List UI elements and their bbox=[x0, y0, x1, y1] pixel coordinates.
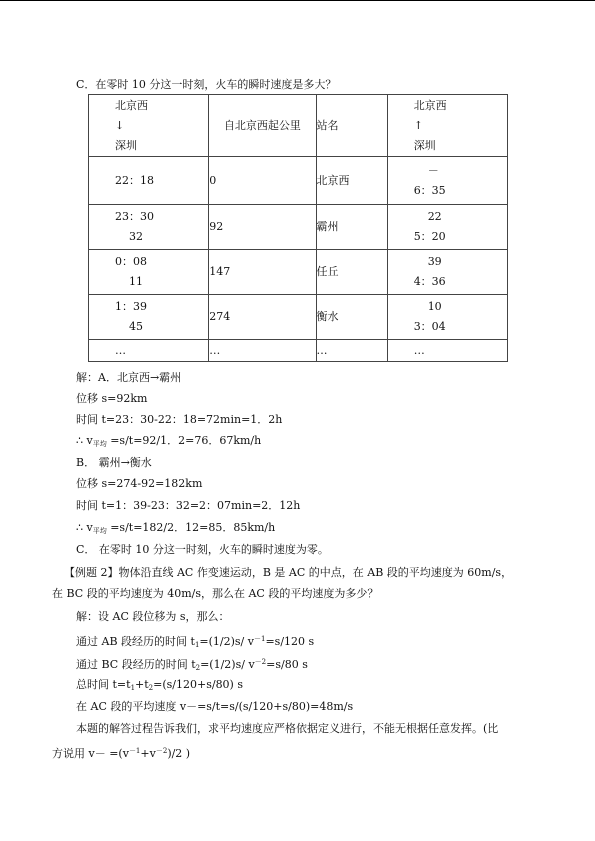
solution-c-answer: C． 在零时 10 分这一时刻，火车的瞬时速度为零。 bbox=[76, 543, 329, 556]
superscript: －2 bbox=[254, 658, 267, 666]
subscript-average: 平均 bbox=[92, 440, 107, 448]
speed-prefix: ∴ v bbox=[76, 434, 93, 447]
subscript: 2 bbox=[148, 684, 154, 692]
cell-station: 北京西 bbox=[316, 157, 387, 205]
down-arrival: 22：18 bbox=[115, 173, 154, 187]
speed-formula: =s/t=182/2．12=85．85km/h bbox=[106, 521, 276, 534]
header-up-from: 北京西 bbox=[413, 98, 447, 112]
ellipsis: … bbox=[115, 343, 126, 357]
text: =(s/120+s/80) s bbox=[153, 678, 243, 691]
subscript-average: 平均 bbox=[92, 527, 107, 535]
header-down-to: 深圳 bbox=[115, 138, 137, 152]
cell-km: 0 bbox=[209, 157, 316, 205]
text: +t bbox=[135, 678, 149, 691]
text: 总时间 t=t bbox=[76, 678, 131, 691]
example2-average-speed: 在 AC 段的平均速度 v－=s/t=s/(s/120+s/80)=48m/s bbox=[76, 700, 354, 713]
down-arrival: 0：08 bbox=[115, 255, 147, 268]
table-header-row bbox=[89, 95, 508, 157]
ellipsis-cell: … bbox=[316, 340, 387, 362]
speed-prefix: ∴ v bbox=[76, 521, 93, 534]
down-departure: 32 bbox=[129, 230, 143, 243]
cell-km: 274 bbox=[209, 295, 316, 340]
cell-up-time bbox=[387, 295, 507, 340]
example2-note-line1: 本题的解答过程告诉我们，求平均速度应严格依据定义进行，不能无根据任意发挥。(比 bbox=[76, 722, 499, 735]
cell-km: 147 bbox=[209, 250, 316, 295]
train-timetable bbox=[88, 94, 508, 362]
solution-b-speed bbox=[76, 521, 275, 538]
cell-station: 任丘 bbox=[316, 250, 387, 295]
question-c: C．在零时 10 分这一时刻，火车的瞬时速度是多大？ bbox=[76, 78, 337, 91]
text: 通过 BC 段经历的时间 t bbox=[76, 658, 196, 671]
text: +v bbox=[140, 747, 156, 760]
example2-question-line1: 【例题 2】物体沿直线 AC 作变速运动，B 是 AC 的中点，在 AB 段的平均速度为 60m/s， bbox=[64, 566, 513, 579]
cell-up-time bbox=[387, 250, 507, 295]
text: =(1/2)s/ v bbox=[200, 658, 255, 671]
down-departure: 11 bbox=[129, 275, 143, 288]
cell-station: 衡水 bbox=[316, 295, 387, 340]
header-station: 站名 bbox=[316, 95, 387, 157]
down-arrival: 23：30 bbox=[115, 210, 154, 223]
cell-station: 霸州 bbox=[316, 205, 387, 250]
ellipsis-cell: … bbox=[209, 340, 316, 362]
up-departure: 3：04 bbox=[413, 320, 446, 333]
page-top-rule bbox=[0, 0, 595, 1]
text: 方说用 v－ =(v bbox=[52, 747, 129, 760]
up-arrival: － bbox=[427, 163, 439, 177]
example2-time-bc bbox=[76, 655, 308, 675]
example2-solution-intro: 解：设 AC 段位移为 s，那么： bbox=[76, 610, 230, 623]
subscript: 2 bbox=[195, 664, 201, 672]
up-arrival: 22 bbox=[427, 210, 442, 223]
solution-a-title: 解：A．北京西→霸州 bbox=[76, 371, 182, 384]
table-row bbox=[89, 205, 508, 250]
table-row bbox=[89, 250, 508, 295]
down-departure: 45 bbox=[129, 320, 143, 333]
cell-down-time bbox=[89, 205, 209, 250]
header-down-arrow: ↓ bbox=[115, 118, 125, 132]
example2-note-line2 bbox=[52, 744, 190, 761]
up-departure: 4：36 bbox=[413, 275, 446, 288]
down-arrival: 1：39 bbox=[115, 300, 147, 313]
solution-a-displacement: 位移 s=92km bbox=[76, 392, 148, 405]
text: =(1/2)s/ v bbox=[199, 635, 254, 648]
up-departure: 6：35 bbox=[413, 183, 446, 197]
example2-total-time bbox=[76, 678, 243, 695]
table-row-ellipsis bbox=[89, 340, 508, 362]
header-down-from: 北京西 bbox=[115, 98, 148, 112]
subscript: 1 bbox=[130, 684, 136, 692]
solution-b-title: B． 霸州→衡水 bbox=[76, 456, 152, 469]
up-arrival: 10 bbox=[427, 300, 442, 313]
text: =s/80 s bbox=[266, 658, 308, 671]
header-downbound bbox=[89, 95, 209, 157]
cell-down-time bbox=[89, 157, 209, 205]
text: )/2 ) bbox=[167, 747, 191, 760]
cell-km: 92 bbox=[209, 205, 316, 250]
solution-b-time: 时间 t=1：39-23：32=2：07min=2．12h bbox=[76, 499, 301, 512]
superscript: －1 bbox=[128, 747, 141, 755]
cell-up-time bbox=[387, 157, 507, 205]
text: 通过 AB 段经历的时间 t bbox=[76, 635, 195, 648]
table-row bbox=[89, 295, 508, 340]
ellipsis-cell bbox=[89, 340, 209, 362]
superscript: －2 bbox=[155, 747, 168, 755]
header-distance: 自北京西起公里 bbox=[209, 95, 316, 157]
solution-a-speed bbox=[76, 434, 261, 451]
superscript: －1 bbox=[253, 635, 266, 643]
ellipsis-cell bbox=[387, 340, 507, 362]
cell-up-time bbox=[387, 205, 507, 250]
header-upbound bbox=[387, 95, 507, 157]
ellipsis: … bbox=[413, 343, 425, 357]
cell-down-time bbox=[89, 295, 209, 340]
example2-question-line2: 在 BC 段的平均速度为 40m/s，那么在 AC 段的平均速度为多少？ bbox=[52, 587, 379, 600]
cell-down-time bbox=[89, 250, 209, 295]
table-row bbox=[89, 157, 508, 205]
solution-a-time: 时间 t=23：30-22：18=72min=1．2h bbox=[76, 413, 283, 426]
header-up-arrow: ↑ bbox=[413, 118, 423, 132]
up-arrival: 39 bbox=[427, 255, 442, 268]
header-up-to: 深圳 bbox=[413, 138, 436, 152]
text: =s/120 s bbox=[265, 635, 315, 648]
solution-b-displacement: 位移 s=274-92=182km bbox=[76, 477, 203, 490]
up-departure: 5：20 bbox=[413, 230, 446, 243]
example2-time-ab bbox=[76, 632, 314, 652]
subscript: 1 bbox=[194, 641, 200, 649]
speed-formula: =s/t=92/1．2=76．67km/h bbox=[106, 434, 262, 447]
